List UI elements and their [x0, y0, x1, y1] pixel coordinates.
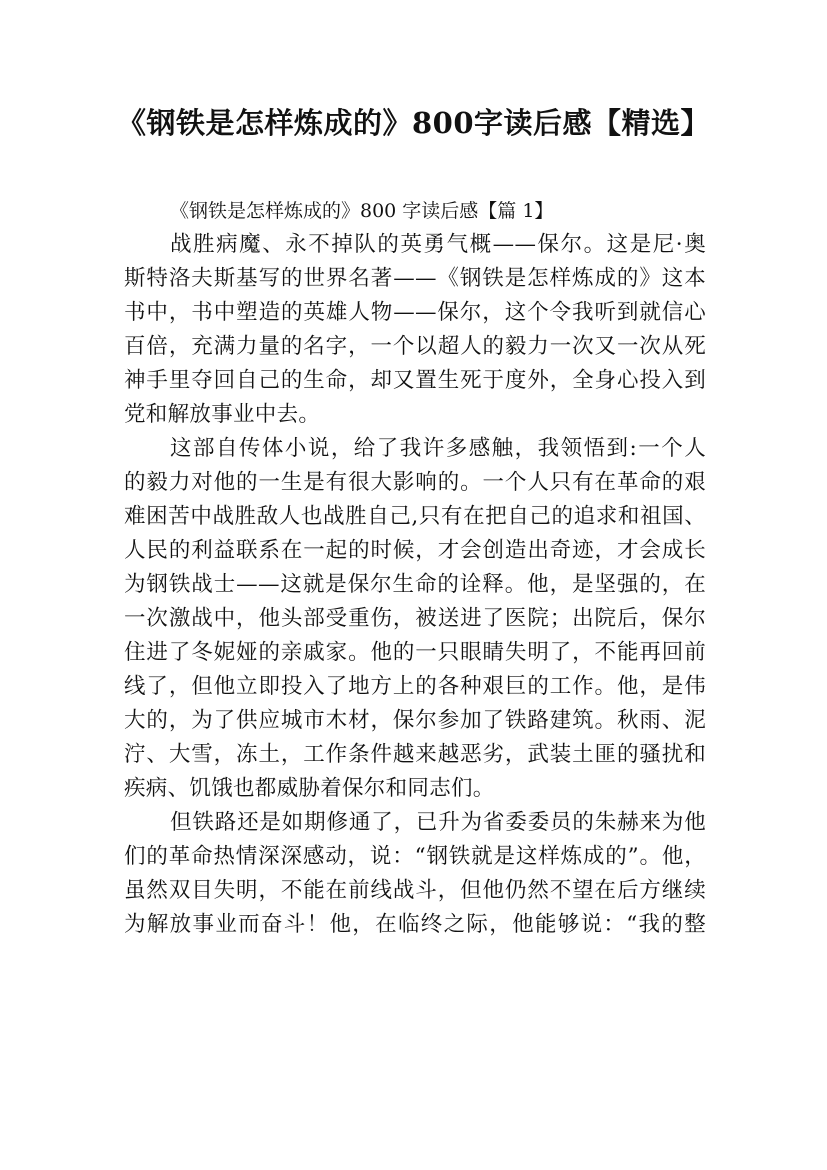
paragraph-line: 难困苦中战胜敌人也战胜自己,只有在把自己的追求和祖国、: [124, 504, 706, 529]
paragraph-line: 为钢铁战士——这就是保尔生命的诠释。他，是坚强的，在: [124, 572, 706, 597]
paragraph-line: 大的，为了供应城市木材，保尔参加了铁路建筑。秋雨、泥: [124, 708, 706, 733]
paragraph-line: 人民的利益联系在一起的时候，才会创造出奇迹，才会成长: [124, 538, 706, 563]
paragraph-line: 百倍，充满力量的名字，一个以超人的毅力一次又一次从死: [124, 334, 706, 359]
paragraph-line: 神手里夺回自己的生命，却又置生死于度外，全身心投入到: [124, 368, 706, 393]
paragraph-3: [124, 806, 706, 942]
paragraph-line: 党和解放事业中去。: [124, 402, 321, 427]
paragraph-line: 战胜病魔、永不掉队的英勇气概——保尔。这是尼·奥: [170, 232, 706, 257]
paragraph-line: 斯特洛夫斯基写的世界名著——《钢铁是怎样炼成的》这本: [124, 266, 706, 291]
paragraph-line: 这部自传体小说，给了我许多感触，我领悟到:一个人: [170, 436, 706, 461]
paragraph-line: 们的革命热情深深感动，说：“钢铁就是这样炼成的”。他，: [124, 844, 706, 869]
paragraph-line: 的毅力对他的一生是有很大影响的。一个人只有在革命的艰: [124, 470, 706, 495]
paragraph-line: 书中，书中塑造的英雄人物——保尔，这个令我听到就信心: [124, 300, 706, 325]
paragraph-2: [124, 432, 706, 806]
paragraph-1: [124, 228, 706, 432]
section-heading: 《钢铁是怎样炼成的》800 字读后感【篇 1】: [170, 200, 554, 222]
document-title: 《钢铁是怎样炼成的》800字读后感【精选】: [116, 106, 711, 140]
paragraph-line: 疾病、饥饿也都威胁着保尔和同志们。: [124, 776, 495, 801]
paragraph-line: 虽然双目失明，不能在前线战斗，但他仍然不望在后方继续: [124, 878, 706, 903]
paragraph-line: 为解放事业而奋斗！他，在临终之际，他能够说：“我的整: [124, 912, 706, 937]
paragraph-line: 但铁路还是如期修通了，已升为省委委员的朱赫来为他: [170, 810, 706, 835]
paragraph-line: 一次激战中，他头部受重伤，被送进了医院；出院后，保尔: [124, 606, 706, 631]
document-body: [124, 194, 706, 942]
paragraph-line: 泞、大雪，冻土，工作条件越来越恶劣，武装土匪的骚扰和: [124, 742, 706, 767]
paragraph-line: 线了，但他立即投入了地方上的各种艰巨的工作。他，是伟: [124, 674, 706, 699]
paragraph-line: 住进了冬妮娅的亲戚家。他的一只眼睛失明了，不能再回前: [124, 640, 706, 665]
